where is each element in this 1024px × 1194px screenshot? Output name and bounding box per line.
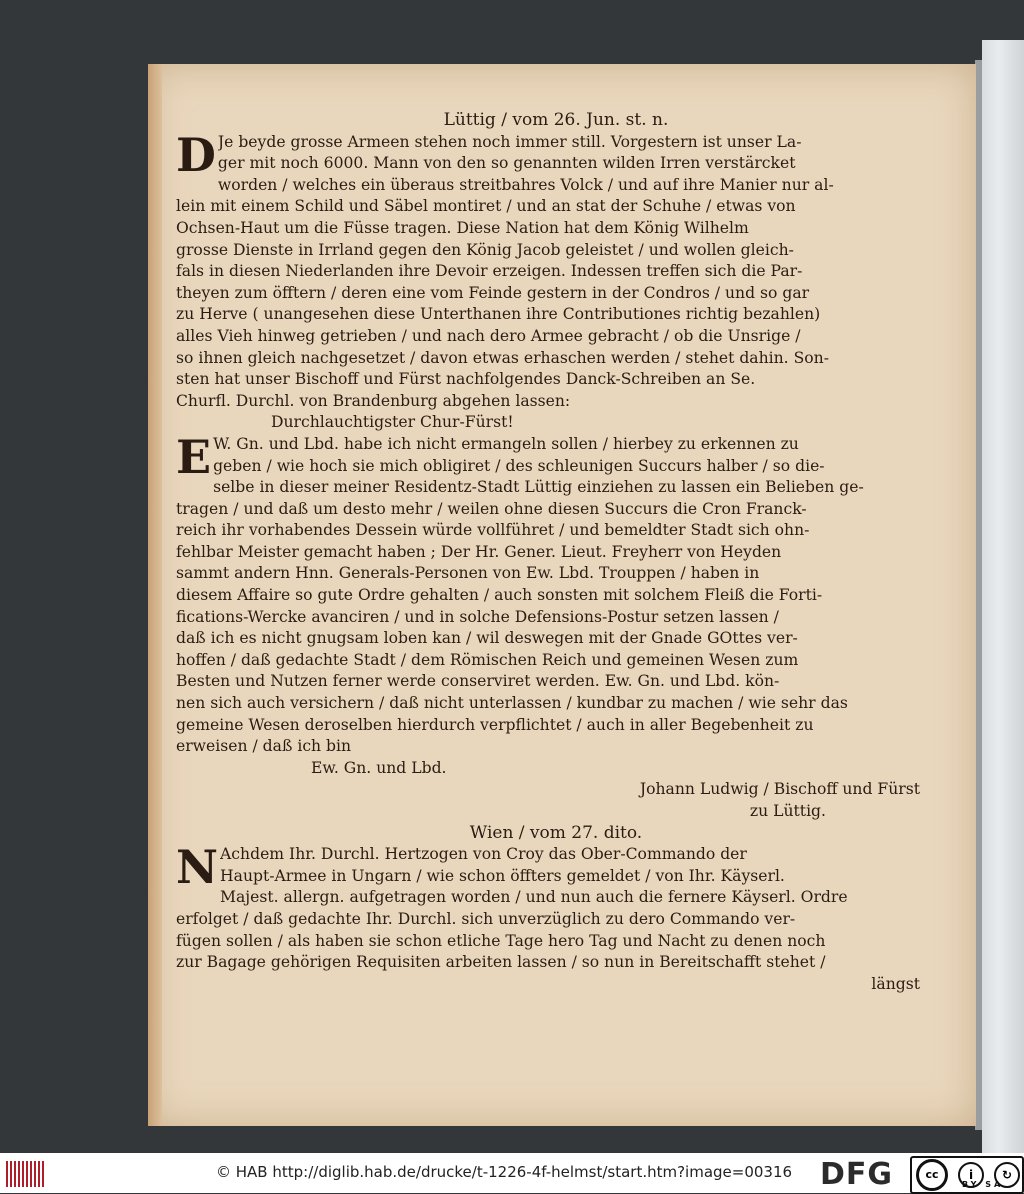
- dateline-wien: Wien / vom 27. dito.: [469, 822, 643, 843]
- text-line: Haupt-Armee in Ungarn / wie schon öffters gemeldet / von Ihr. Käyserl.: [220, 866, 785, 885]
- next-page-edge: [982, 40, 1024, 1153]
- license-terms: BY SA: [962, 1180, 1004, 1189]
- text-line: alles Vieh hinweg getrieben / und nach dero Armee gebracht / ob die Unsrige /: [176, 326, 801, 345]
- catchword: längst: [871, 974, 920, 993]
- text-line: nen sich auch versichern / daß nicht unterlassen / kundbar zu machen / wie sehr das: [176, 694, 848, 713]
- dateline-luettich: Lüttig / vom 26. Jun. st. n.: [443, 110, 669, 130]
- letter-salutation: Durchlauchtigster Chur-Fürst!: [271, 413, 514, 432]
- text-line: theyen zum öfftern / deren eine vom Feinde gestern in der Condros / und so gar: [176, 283, 810, 302]
- text-line: diesem Affaire so gute Ordre gehalten / auch sonsten mit solchem Fleiß die Forti-: [176, 586, 823, 605]
- text-line: reich ihr vorhabendes Dessein würde vollführet / und bemeldter Stadt sich ohn-: [176, 521, 810, 540]
- attribution-icon: i: [958, 1162, 984, 1188]
- library-logo-icon: [6, 1161, 46, 1187]
- text-line: zur Bagage gehörigen Requisiten arbeiten lassen / so nun in Bereitschafft stehet /: [176, 953, 826, 972]
- text-line: ger mit noch 6000. Mann von den so genannten wilden Irren verstärcket: [217, 154, 796, 173]
- text-line: geben / wie hoch sie mich obligiret / des schleunigen Succurs halber / so die-: [213, 456, 825, 475]
- signature-name: Johann Ludwig / Bischoff und Fürst: [639, 780, 920, 799]
- drop-cap: N: [176, 840, 219, 895]
- text-line: grosse Dienste in Irrland gegen den König Jacob geleistet / und wollen gleich-: [176, 240, 794, 259]
- text-line: Majest. allergn. aufgetragen worden / und nun auch die fernere Käyserl. Ordre: [220, 888, 848, 907]
- paragraph-3: [176, 840, 936, 974]
- text-line: Achdem Ihr. Durchl. Hertzogen von Croy das Ober-Commando der: [220, 845, 747, 864]
- text-line: gemeine Wesen deroselben hierdurch verpflichtet / auch in aller Begebenheit zu: [176, 715, 814, 734]
- paragraph-2: [176, 429, 936, 758]
- paragraph-1: [176, 127, 936, 413]
- dfg-logo: DFG: [820, 1157, 894, 1192]
- text-line: hoffen / daß gedachte Stadt / dem Römischen Reich und gemeinen Wesen zum: [176, 650, 799, 669]
- footer-bar: [0, 1153, 1024, 1193]
- drop-cap: D: [176, 127, 216, 182]
- text-line: sten hat unser Bischoff und Fürst nachfolgendes Danck-Schreiben an Se.: [176, 370, 756, 389]
- text-line: selbe in dieser meiner Residentz-Stadt Lüttig einziehen zu lassen ein Belieben ge-: [213, 478, 864, 497]
- text-line: Churfl. Durchl. von Brandenburg abgehen lassen:: [176, 391, 571, 410]
- text-line: erweisen / daß ich bin: [176, 737, 352, 756]
- text-line: lein mit einem Schild und Säbel montiret / und an stat der Schuhe / etwas von: [176, 197, 796, 216]
- text-line: Je beyde grosse Armeen stehen noch immer still. Vorgestern ist unser La-: [217, 132, 802, 151]
- copyright-link[interactable]: © HAB http://diglib.hab.de/drucke/t-1226-4f-helmst/start.htm?image=00316: [216, 1163, 793, 1181]
- text-line: fügen sollen / als haben sie schon etliche Tage hero Tag und Nacht zu denen noch: [176, 931, 826, 950]
- text-line: worden / welches ein überaus streitbahres Volck / und auf ihre Manier nur al-: [217, 175, 834, 194]
- text-line: erfolget / daß gedachte Ihr. Durchl. sich unverzüglich zu dero Commando ver-: [176, 909, 796, 928]
- cc-icon: cc: [916, 1159, 948, 1191]
- text-line: zu Herve ( unangesehen diese Unterthanen ihre Contributiones richtig bezahlen): [176, 305, 821, 324]
- cc-license-badge[interactable]: [910, 1156, 1024, 1194]
- signature-place: zu Lüttig.: [749, 802, 826, 820]
- text-line: so ihnen gleich nachgesetzet / davon etwas erhaschen werden / stehet dahin. Son-: [176, 348, 829, 367]
- text-line: fications-Wercke avanciren / und in solche Defensions-Postur setzen lassen /: [176, 607, 779, 626]
- text-line: W. Gn. und Lbd. habe ich nicht ermangeln sollen / hierbey zu erkennen zu: [213, 434, 799, 453]
- text-line: Ochsen-Haut um die Füsse tragen. Diese Nation hat dem König Wilhelm: [176, 218, 749, 237]
- page-binding-edge: [148, 64, 162, 1126]
- text-line: sammt andern Hnn. Generals-Personen von Ew. Lbd. Trouppen / haben in: [176, 564, 760, 583]
- text-line: Besten und Nutzen ferner werde conserviret werden. Ew. Gn. und Lbd. kön-: [176, 672, 780, 691]
- text-line: daß ich es nicht gnugsam loben kan / wil deswegen mit der Gnade GOttes ver-: [176, 629, 798, 648]
- page-text: [176, 110, 936, 995]
- letter-closing: Ew. Gn. und Lbd.: [311, 758, 447, 777]
- text-line: tragen / und daß um desto mehr / weilen ohne diesen Succurs die Cron Franck-: [176, 499, 807, 518]
- text-line: fals in diesen Niederlanden ihre Devoir erzeigen. Indessen treffen sich die Par-: [176, 262, 803, 281]
- share-alike-icon: ↻: [994, 1162, 1020, 1188]
- text-line: fehlbar Meister gemacht haben ; Der Hr. Gener. Lieut. Freyherr von Heyden: [176, 542, 782, 561]
- drop-cap: E: [176, 429, 212, 484]
